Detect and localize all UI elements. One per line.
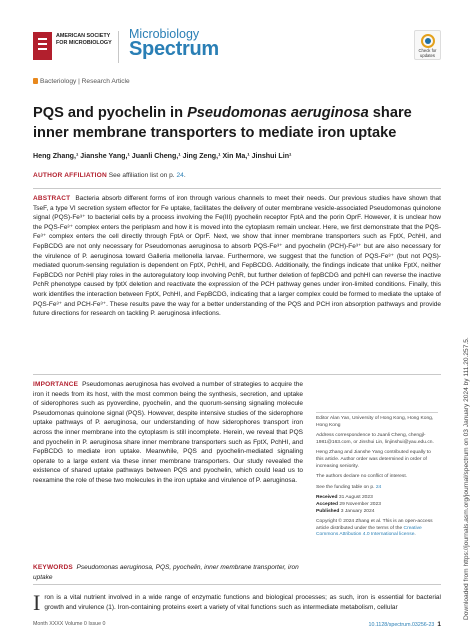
title-part: share inner membrane transporters to mediate iron uptake: [33, 105, 412, 141]
open-access-icon: [33, 78, 38, 84]
body-paragraph: [33, 590, 441, 615]
journal-name-line1: Microbiology: [129, 27, 200, 41]
funding-page-link[interactable]: 24: [375, 484, 382, 490]
author-affiliation: [33, 172, 186, 179]
copyright-text: Copyright © 2024 Zhang et al. This is an open-access article distributed under the terms of the: [316, 519, 433, 531]
importance-text: Pseudomonas aeruginosa has evolved a number of strategies to acquire the iron it needs from its host, with the most common being the synthesis, secretion, and uptake of siderophores such as pyoverdine, pyochelin, and the quorum-sensing signaling molecule Pseudomonas quinolone signal (PQS). However, despite intensive studies of the siderophore uptake pathways of P. aeruginosa, our understanding of how siderophores transport iron across the inner membrane into the cytoplasm is still incomplete. Herein, we reveal that PQS and pyochelin in P. aeruginosa share inner membrane transporters such as FptX, PchHI, and FepBCDG to mediate iron uptake. Meanwhile, PQS and pyochelin-mediated signaling operate to a large extent via these inner membrane transporters. Our study revealed the existence of shared uptake pathways between PQS and pyochelin, which could lead us to reexamine the role of these two molecules in the iron uptake and virulence of P. aeruginosa.: [33, 381, 303, 484]
article-info-sidebar: [316, 412, 438, 543]
importance-section: [33, 380, 303, 486]
header-divider: [118, 31, 119, 63]
affiliation-end: .: [183, 172, 186, 179]
keywords-section: [33, 563, 303, 582]
download-note-text: Downloaded from https://journals.asm.org/journal/spectrum on 03 January 2024 by 111.20.257.5.: [463, 337, 470, 620]
section-divider: [33, 584, 441, 585]
funding-text: See the funding table on p.: [316, 484, 376, 490]
conflict-statement: The authors declare no conflict of interest.: [316, 474, 408, 480]
issue-info: Month XXXX Volume 0 Issue 0: [33, 621, 106, 627]
editor-info: Editor Alan Yan, University of Hong Kong, Hong Kong, Hong Kong: [316, 416, 434, 428]
keywords-text: Pseudomonas aeruginosa, PQS, pyochelin, inner membrane transporter, iron uptake: [33, 564, 299, 581]
sidebar-divider: [316, 412, 438, 413]
copyright-end: .: [414, 532, 416, 538]
society-name: AMERICAN SOCIETY FOR MICROBIOLOGY: [56, 33, 112, 46]
correspondence-info[interactable]: Address correspondence to Juanli Cheng, chengjl-1981@163.com, or Jinshui Lin, linjinshui@yau.edu.cn.: [316, 433, 434, 445]
abstract-label: ABSTRACT: [33, 195, 71, 202]
copyright-note: [316, 519, 438, 539]
keywords-label: KEYWORDS: [33, 564, 73, 571]
journal-logo[interactable]: [129, 28, 219, 59]
importance-label: IMPORTANCE: [33, 381, 79, 388]
article-title: [33, 104, 443, 143]
funding-note: [316, 485, 438, 492]
abstract-text: Bacteria absorb different forms of iron through various channels to meet their needs. Our previous studies have shown that TseF, a type VI secretion system effector for Fe uptake, facilitates the delivery of outer membrane vesicle-associated Pseudomonas quinolone signal (PQS)-Fe³⁺ to bacterial cells by a process involving the Fe(III) pyochelin receptor FptA and the porin OprF. However, it is unclear how the PQS-Fe³⁺ complex enters the periplasm and how it is moved into the cytoplasm remain unclear. Here, we first demonstrate that the PQS-Fe³⁺ complex enters the cell directly through FptA or OprF. Next, we show that inner membrane transporters such as FptX, PchHI, and FepBCDG are not only necessary for Pseudomonas aeruginosa to absorb PQS-Fe³⁺ and pyochelin (PCH)-Fe³⁺ but are also necessary for the virulence of P. aeruginosa toward Galleria mellonella larvae. Furthermore, we suggest that the function of PQS-Fe³⁺ (but not PQS)-mediated quorum-sensing regulation is dependent on FptX, PchHI, and FepBCDG. Additionally, the findings indicate that unlike FptX, neither FepBCDG nor PchHI play roles in the autoregulatory loop involving PchR, but further deletion of fepBCDG and pchHI can reverse the inactive PchR phenotype caused by fptX deletion and reactivate the expression of the PCH pathway genes under iron-limited conditions. Finally, this work identifies the interaction between FptX, PchHI, and FepBCDG, indicating that a larger complex could be formed to mediate the uptake of PQS-Fe³⁺ and PCH-Fe³⁺. These results pave the way for a better understanding of the PQS and PCH iron absorption pathways and provide future directions for research on tackling P. aeruginosa infections.: [33, 195, 441, 318]
author-list[interactable]: Heng Zhang,¹ Jianshe Yang,¹ Juanli Cheng,¹ Jing Zeng,¹ Xin Ma,¹ Jinshui Lin¹: [33, 152, 292, 160]
accepted-label: Accepted: [316, 501, 339, 507]
title-part-italic: Pseudomonas aeruginosa: [187, 105, 369, 121]
published-label: Published: [316, 508, 340, 514]
section-divider: [33, 188, 441, 189]
received-label: Received: [316, 495, 338, 501]
check-for-updates-button[interactable]: [414, 30, 441, 60]
abstract-section: [33, 194, 441, 319]
accepted-date: 29 November 2023: [339, 501, 381, 507]
doi-and-page: [369, 621, 442, 628]
journal-name-line2: Spectrum: [129, 37, 219, 60]
download-margin-note: [454, 110, 470, 620]
license-link[interactable]: Creative Commons Attribution 4.0 International license: [316, 525, 422, 538]
asm-logo-icon: [33, 32, 52, 60]
dates-info: [316, 495, 438, 515]
title-part: PQS and pyochelin in: [33, 105, 188, 121]
section-divider: [33, 374, 441, 375]
affiliation-text: See affiliation list on p.: [108, 172, 177, 179]
journal-header: [33, 28, 441, 78]
doi-link[interactable]: 10.1128/spectrum.03256-23: [368, 622, 435, 628]
breadcrumb-text: Bacteriology | Research Article: [40, 78, 130, 85]
affiliation-label: AUTHOR AFFILIATION: [33, 172, 107, 179]
drop-cap: I: [33, 590, 41, 615]
article-category: [33, 78, 130, 85]
received-date: 31 August 2023: [338, 495, 373, 501]
published-date: 3 January 2024: [340, 508, 375, 514]
check-for-updates-label: Check for updates: [418, 48, 437, 58]
page-number: 1: [437, 621, 441, 628]
body-text: ron is a vital nutrient involved in a wide range of enzymatic functions and biological processes; as such, iron is essential for bacterial growth and virulence (1). Iron-containing proteins exert a variety of vital functions such as intermediate metabolism, cellular: [44, 594, 441, 611]
crossmark-icon: [421, 34, 435, 48]
equal-contribution-note: Heng Zhang and Jianshe Yang contributed equally to this article. Author order was determined in order of increasing seniority.: [316, 450, 431, 469]
affiliation-page-link[interactable]: 24: [176, 172, 184, 179]
